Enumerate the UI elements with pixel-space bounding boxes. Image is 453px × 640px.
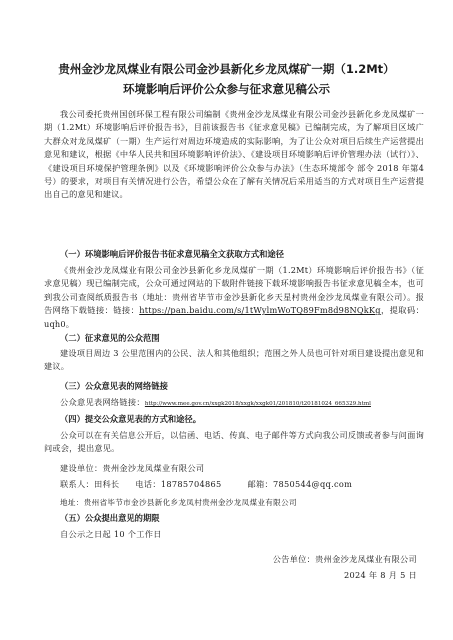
section4-heading: （四）提交公众意见表的方式和途径。 xyxy=(60,414,202,424)
intro-paragraph: 我公司委托贵州国创环保工程有限公司编制《贵州金沙龙凤煤业有限公司金沙县新化乡龙凤煤矿一期（1.2Mt）环境影响后评价报告书》，目前该报告书《征求意见稿》已编制完成，为了解项目区域广大群众对龙凤煤矿（一期）生产运行对周边环境造成的实际影响，为了让公众对项目后续生产运营提出意见和建议，根据《中华人民共和国环境影响评价法》、《建设项目环境影响后评价管理办法（试行）》、《建设项目环境保护管理条例》以及《环境影响评价公众参与办法》（生态环境部令 部令 2018 年第4号）的要求，对项目有关情况进行公告，希望公众在了解有关情况后采用适当的方式对项目生产运营提出自己的意见和建议。 xyxy=(44,109,424,200)
section5-heading: （五）公众提出意见的期限 xyxy=(60,513,160,523)
download-link[interactable]: https://pan.baidu.com/s/1tWylmWoTQ89Fm8d98NQkKg xyxy=(139,305,381,316)
extract-code: uqh0 xyxy=(44,318,66,329)
opinion-form-link[interactable]: http://www.mee.gov.cn/xxgk2018/xxgk/xxgk01/201810/t20181024_665329.html xyxy=(144,401,371,407)
opinion-form-label: 公众意见表网络链接： xyxy=(60,397,145,407)
contact-address: 贵州省毕节市金沙县新化乡龙凤村贵州金沙龙凤煤业有限公司 xyxy=(83,498,297,507)
section5-text: 自公示之日起 10 个工作日 xyxy=(60,529,162,539)
document-subtitle: 环境影响后评价公众参与征求意见稿公示 xyxy=(123,82,330,96)
section4-paragraph: 公众可以在有关信息公开后，以信函、电话、传真、电子邮件等方式向我公司反馈或者参与问面询问或会，提出意见。 xyxy=(44,430,424,454)
sign-label: 公告单位： xyxy=(272,554,316,564)
contact-person-label: 联系人： xyxy=(60,479,94,489)
contact-person: 田科长 xyxy=(93,479,120,489)
section2-paragraph: 建设项目周边 3 公里范围内的公民、法人和其他组织；范围之外人员也可针对项目建设提出意见和建议。 xyxy=(44,348,424,372)
contact-unit-line xyxy=(60,462,425,475)
contact-phone-label: 电话： xyxy=(135,479,161,489)
section2-heading: （二）征求意见的公众范围 xyxy=(60,333,160,343)
contact-address-line xyxy=(60,496,425,509)
sign-org: 贵州金沙龙凤煤业有限公司 xyxy=(315,554,417,564)
contact-info-line xyxy=(60,478,425,491)
section1-paragraph xyxy=(44,264,424,331)
sign-line xyxy=(273,553,417,566)
contact-phone: 18785704865 xyxy=(160,479,222,489)
contact-address-label: 地址： xyxy=(60,498,84,507)
section1-text: 《贵州金沙龙凤煤业有限公司金沙县新化乡龙凤煤矿一期（1.2Mt）环境影响后评价报告书》（征求意见稿）现已编制完成，公众可通过网站的下载附件链接下载环境影响报告书征求意见稿全本，也可到我公司查阅纸质报告书（地址：贵州省毕节市金沙县新化乡天星村贵州金沙龙凤煤业有限公司）。报告网络下载链接：链接： xyxy=(44,265,424,316)
extract-code-label: ，提取码： xyxy=(380,305,424,316)
sign-date: 2024 年 8 月 5 日 xyxy=(343,570,417,580)
section1-heading: （一）环境影响后评价报告书征求意见稿全文获取方式和途径 xyxy=(60,249,285,259)
contact-email: 7850544@qq.com xyxy=(272,479,353,489)
contact-unit: 贵州金沙龙凤煤业有限公司 xyxy=(102,463,205,473)
document-title: 贵州金沙龙凤煤业有限公司金沙县新化乡龙凤煤矿一期（1.2Mt） xyxy=(58,62,395,76)
contact-unit-label: 建设单位： xyxy=(60,463,103,473)
section1-end: 。 xyxy=(65,318,75,329)
section3-heading: （三）公众意见表的网络链接 xyxy=(60,381,168,391)
contact-email-label: 邮箱： xyxy=(247,479,273,489)
opinion-form-link-line xyxy=(60,396,425,411)
